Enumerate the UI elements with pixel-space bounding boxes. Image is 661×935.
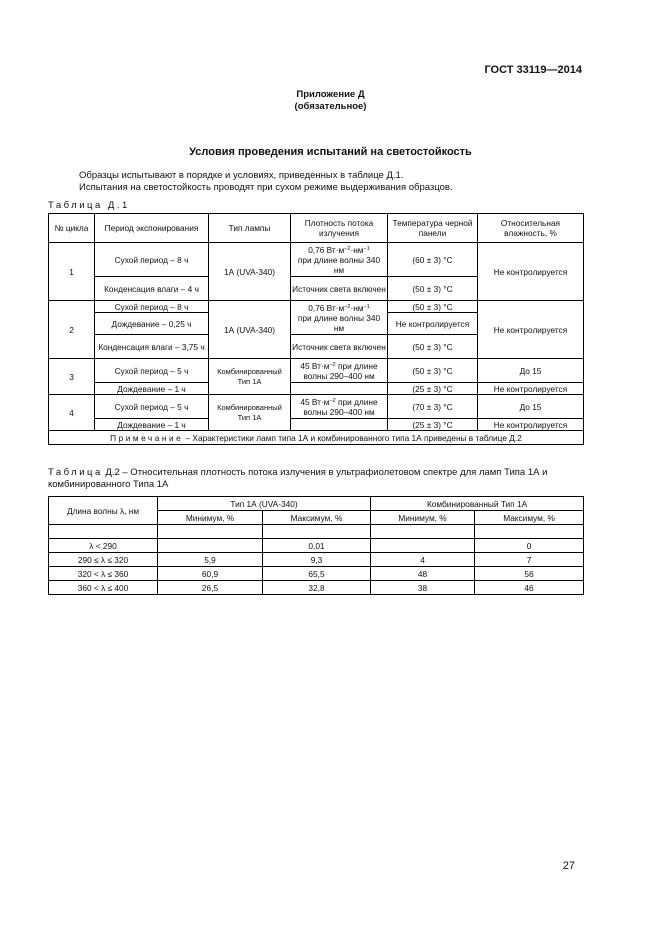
header-density: Плотность потока излучения <box>291 214 388 243</box>
header-min: Минимум, % <box>158 511 263 525</box>
value-cell: 48 <box>371 567 475 581</box>
density-cell: 45 $Вт\cdot м^{-2}$ при длине волны 290–400 нм <box>291 359 388 383</box>
temp-cell: (50 ± 3) °С <box>388 359 478 383</box>
table-row <box>49 301 584 313</box>
table-header-row <box>49 214 584 243</box>
humidity-cell: Не контролируется <box>478 419 584 431</box>
table-d2 <box>48 496 584 595</box>
value-cell: 38 <box>371 581 475 595</box>
value-cell: 0,01 <box>263 539 371 553</box>
density-cell: 0,76 $Вт\cdot м^{-2}\cdot нм^{-1}$ при длине волны 340 нм <box>291 301 388 335</box>
table-row <box>49 243 584 277</box>
value-cell: 60,9 <box>158 567 263 581</box>
period-cell: Сухой период – 5 ч <box>95 395 209 419</box>
period-cell: Сухой период – 5 ч <box>95 359 209 383</box>
value-cell: 7 <box>475 553 584 567</box>
wavelength-cell: 320 < λ ≤ 360 <box>49 567 158 581</box>
page-number: 27 <box>562 860 575 872</box>
value-cell: 56 <box>475 567 584 581</box>
lamp-cell: Комбинированный Тип 1А <box>209 359 291 395</box>
period-cell: Дождевание – 1 ч <box>95 419 209 431</box>
paragraph-2: Испытания на светостойкость проводят при сухом режиме выдерживания образцов. <box>79 182 453 193</box>
temp-cell: Не контролируется <box>388 313 478 335</box>
period-cell: Сухой период – 8 ч <box>95 243 209 277</box>
table1-caption: Таблица Д.1 <box>48 200 130 211</box>
header-min: Минимум, % <box>371 511 475 525</box>
table-note: Примечание – Характеристики ламп типа 1А и комбинированного типа 1А приведены в таблице Д.2 <box>49 431 584 445</box>
period-cell: Конденсация влаги – 4 ч <box>95 277 209 301</box>
lamp-cell: 1А (UVA-340) <box>209 243 291 301</box>
density-cell <box>291 383 388 395</box>
value-cell <box>158 539 263 553</box>
annex-subtitle: (обязательное) <box>294 101 367 112</box>
humidity-cell: До 15 <box>478 359 584 383</box>
value-cell: 32,8 <box>263 581 371 595</box>
table-note-row <box>49 431 584 445</box>
table-row <box>49 581 584 595</box>
period-cell: Дождевание – 1 ч <box>95 383 209 395</box>
density-cell: 45 $Вт\cdot м^{-2}$ при длине волны 290–400 нм <box>291 395 388 419</box>
value-cell <box>371 539 475 553</box>
table-row <box>49 419 584 431</box>
density-cell: Источник света включен <box>291 335 388 359</box>
header-lamp: Тип лампы <box>209 214 291 243</box>
wavelength-cell: 290 ≤ λ ≤ 320 <box>49 553 158 567</box>
table-row <box>49 395 584 419</box>
header-comb: Комбинированный Тип 1А <box>371 497 584 511</box>
value-cell: 9,3 <box>263 553 371 567</box>
annex-heading <box>0 89 661 113</box>
lamp-cell: Комбинированный Тип 1А <box>209 395 291 431</box>
wavelength-cell: 360 < λ ≤ 400 <box>49 581 158 595</box>
annex-title: Приложение Д <box>296 89 365 100</box>
header-max: Максимум, % <box>475 511 584 525</box>
header-humidity: Относительная влажность, % <box>478 214 584 243</box>
density-cell: Источник света включен <box>291 277 388 301</box>
density-cell: 0,76 $Вт\cdot м^{-2}\cdot нм^{-1}$ при длине волны 340 нм <box>291 243 388 277</box>
table-header-row <box>49 497 584 511</box>
temp-cell: (25 ± 3) °С <box>388 383 478 395</box>
period-cell: Конденсация влаги – 3,75 ч <box>95 335 209 359</box>
cycle-number: 1 <box>49 243 95 301</box>
table-row <box>49 383 584 395</box>
period-cell: Сухой период – 8 ч <box>95 301 209 313</box>
table-row <box>49 359 584 383</box>
cycle-number: 3 <box>49 359 95 395</box>
table-row <box>49 539 584 553</box>
period-cell: Дождевание – 0,25 ч <box>95 313 209 335</box>
value-cell: 65,5 <box>263 567 371 581</box>
header-cycle: № цикла <box>49 214 95 243</box>
humidity-cell: Не контролируется <box>478 243 584 301</box>
temp-cell: (25 ± 3) °С <box>388 419 478 431</box>
density-cell <box>291 419 388 431</box>
wavelength-cell: λ < 290 <box>49 539 158 553</box>
section-title: Условия проведения испытаний на светостойкость <box>189 146 472 158</box>
temp-cell: (50 ± 3) °С <box>388 277 478 301</box>
table-d1 <box>48 213 584 445</box>
value-cell: 46 <box>475 581 584 595</box>
lamp-cell: 1А (UVA-340) <box>209 301 291 359</box>
paragraph-1: Образцы испытывают в порядке и условиях, приведенных в таблице Д.1. <box>79 170 404 181</box>
humidity-cell: До 15 <box>478 395 584 419</box>
header-temp: Температура черной панели <box>388 214 478 243</box>
cycle-number: 2 <box>49 301 95 359</box>
header-wavelength: Длина волны λ, нм <box>49 497 158 525</box>
temp-cell: (70 ± 3) °С <box>388 395 478 419</box>
table-row <box>49 567 584 581</box>
header-uva: Тип 1А (UVA-340) <box>158 497 371 511</box>
header-period: Период экспонирования <box>95 214 209 243</box>
table-row <box>49 553 584 567</box>
temp-cell: (60 ± 3) °С <box>388 243 478 277</box>
table2-caption: Таблица Д.2 – Относительная плотность потока излучения в ультрафиолетовом спектре для ламп Типа 1А и комбинированного Типа 1А <box>48 467 548 490</box>
value-cell: 5,9 <box>158 553 263 567</box>
value-cell: 0 <box>475 539 584 553</box>
temp-cell: (50 ± 3) °С <box>388 335 478 359</box>
humidity-cell: Не контролируется <box>478 383 584 395</box>
cycle-number: 4 <box>49 395 95 431</box>
value-cell: 26,5 <box>158 581 263 595</box>
value-cell: 4 <box>371 553 475 567</box>
humidity-cell: Не контролируется <box>478 301 584 359</box>
standard-number: ГОСТ 33119—2014 <box>484 64 582 76</box>
header-max: Максимум, % <box>263 511 371 525</box>
temp-cell: (50 ± 3) °С <box>388 301 478 313</box>
